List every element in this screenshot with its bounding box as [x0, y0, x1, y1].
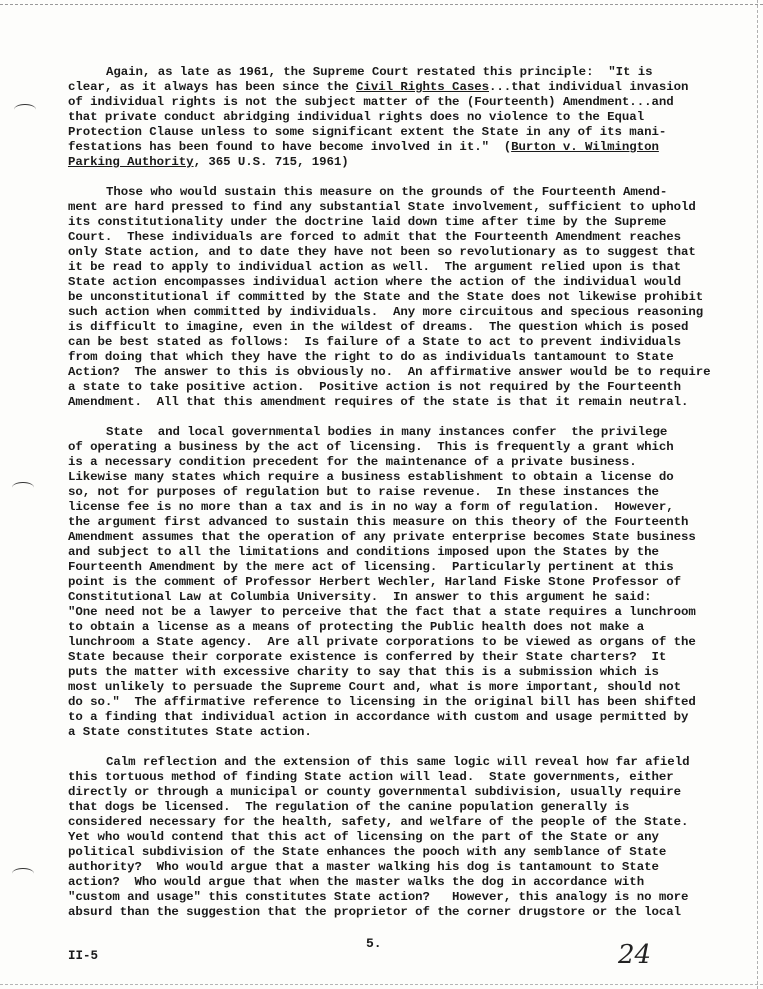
text-line [68, 710, 738, 725]
text-segment: to obtain a license as a means of protecting the Public health does not make a [68, 620, 645, 634]
binder-hole-mark [12, 868, 34, 879]
text-line [68, 545, 738, 560]
text-segment: Protection Clause unless to some significant extent the State in any of its mani- [68, 125, 667, 139]
text-line [68, 155, 738, 170]
text-segment: of operating a business by the act of licensing. This is frequently a grant which [68, 440, 674, 454]
text-segment: a State constitutes State action. [68, 725, 312, 739]
text-line [68, 755, 738, 770]
text-segment: directly or through a municipal or county governmental subdivision, usually require [68, 785, 682, 799]
text-segment: Amendment. All that this amendment requires of the state is that it remain neutral. [68, 395, 689, 409]
text-segment: clear, as it always has been since the [68, 80, 357, 94]
text-line [68, 335, 738, 350]
text-segment: Yet who would contend that this act of licensing on the part of the State or any [68, 830, 659, 844]
text-segment: State because their corporate existence is conferred by their State charters? It [68, 650, 667, 664]
text-line [68, 455, 738, 470]
text-line [68, 140, 738, 155]
text-line [68, 65, 738, 80]
text-line [68, 230, 738, 245]
text-segment: considered necessary for the health, safety, and welfare of the people of the State. [68, 815, 689, 829]
text-line [68, 395, 738, 410]
text-segment: , 365 U.S. 715, 1961) [193, 155, 349, 169]
text-segment: it be read to apply to individual action as well. The argument relied upon is that [68, 260, 682, 274]
text-segment: Action? The answer to this is obviously no. An affirmative answer would be to require [68, 365, 711, 379]
text-line [68, 650, 738, 665]
text-segment: its constitutionality under the doctrine laid down time after time by the Supreme [68, 215, 667, 229]
text-line [68, 635, 738, 650]
text-segment: that dogs be licensed. The regulation of the canine population generally is [68, 800, 630, 814]
text-line [68, 485, 738, 500]
text-segment: such action when committed by individuals. Any more circuitous and specious reasoning [68, 305, 704, 319]
text-segment: license fee is no more than a tax and is in no way a form of regulation. However, [68, 500, 674, 514]
text-line [68, 350, 738, 365]
text-line [68, 530, 738, 545]
text-segment: Those who would sustain this measure on the grounds of the Fourteenth Amend- [106, 185, 668, 199]
text-line [68, 830, 738, 845]
text-line [68, 500, 738, 515]
text-segment: Likewise many states which require a business establishment to obtain a license do [68, 470, 674, 484]
text-line [68, 800, 738, 815]
text-line [68, 470, 738, 485]
text-segment: Again, as late as 1961, the Supreme Court restated this principle: "It is [106, 65, 653, 79]
text-line [68, 185, 738, 200]
text-segment: "custom and usage" this constitutes State action? However, this analogy is no more [68, 890, 689, 904]
text-line [68, 95, 738, 110]
text-segment: political subdivision of the State enhances the pooch with any semblance of State [68, 845, 667, 859]
text-segment: festations has been found to have become involved in it." ( [68, 140, 512, 154]
paragraph [68, 425, 738, 740]
text-segment: this tortuous method of finding State action will lead. State governments, either [68, 770, 674, 784]
text-line [68, 575, 738, 590]
text-segment: puts the matter with excessive charity to say that this is a submission which is [68, 665, 659, 679]
text-line [68, 680, 738, 695]
text-segment: ...that individual invasion [489, 80, 689, 94]
text-line [68, 860, 738, 875]
text-line [68, 275, 738, 290]
text-segment: lunchroom a State agency. Are all private corporations to be viewed as organs of the [68, 635, 696, 649]
text-segment: authority? Who would argue that a master walking his dog is tantamount to State [68, 860, 659, 874]
text-segment: so, not for purposes of regulation but to raise revenue. In these instances the [68, 485, 659, 499]
text-segment: most unlikely to persuade the Supreme Court and, what is more important, should not [68, 680, 682, 694]
text-segment: Court. These individuals are forced to admit that the Fourteenth Amendment reaches [68, 230, 682, 244]
text-line [68, 590, 738, 605]
text-line [68, 815, 738, 830]
text-segment: can be best stated as follows: Is failure of a State to act to prevent individuals [68, 335, 682, 349]
binder-hole-mark [12, 482, 34, 493]
text-line [68, 560, 738, 575]
text-segment: is difficult to imagine, even in the wildest of dreams. The question which is posed [68, 320, 689, 334]
text-line [68, 845, 738, 860]
text-segment: is a necessary condition precedent for the maintenance of a private business. [68, 455, 637, 469]
text-line [68, 305, 738, 320]
underlined-citation: Parking Authority [68, 155, 194, 169]
text-line [68, 605, 738, 620]
text-segment: point is the comment of Professor Herbert Wechler, Harland Fiske Stone Professor of [68, 575, 682, 589]
text-segment: action? Who would argue that when the master walks the dog in accordance with [68, 875, 645, 889]
underlined-citation: Civil Rights Cases [356, 80, 489, 94]
handwritten-page-number: 24 [618, 940, 652, 970]
text-line [68, 215, 738, 230]
right-perforation-edge [757, 0, 758, 989]
text-line [68, 260, 738, 275]
binder-hole-mark [14, 104, 36, 115]
paragraph [68, 185, 738, 410]
text-segment: State and local governmental bodies in many instances confer the privilege [106, 425, 668, 439]
text-segment: Constitutional Law at Columbia University. In answer to this argument he said: [68, 590, 652, 604]
text-segment: the argument first advanced to sustain this measure on this theory of the Fourteenth [68, 515, 689, 529]
text-line [68, 620, 738, 635]
text-segment: Amendment assumes that the operation of any private enterprise becomes State business [68, 530, 696, 544]
text-line [68, 245, 738, 260]
text-segment: only State action, and to date they have not been so revolutionary as to suggest that [68, 245, 696, 259]
text-line [68, 770, 738, 785]
text-line [68, 665, 738, 680]
text-segment: that private conduct abridging individual rights does no violence to the Equal [68, 110, 645, 124]
top-perforation-edge [0, 4, 763, 5]
text-line [68, 320, 738, 335]
text-segment: and subject to all the limitations and conditions imposed upon the States by the [68, 545, 659, 559]
text-segment: absurd than the suggestion that the proprietor of the corner drugstore or the local [68, 905, 682, 919]
document-body [68, 65, 738, 935]
text-segment: do so." The affirmative reference to licensing in the original bill has been shifted [68, 695, 696, 709]
text-segment: ment are hard pressed to find any substantial State involvement, sufficient to uphold [68, 200, 696, 214]
paragraph [68, 755, 738, 920]
text-line [68, 80, 738, 95]
text-line [68, 425, 738, 440]
text-line [68, 890, 738, 905]
text-segment: Fourteenth Amendment by the mere act of licensing. Particularly pertinent at this [68, 560, 674, 574]
text-line [68, 365, 738, 380]
text-line [68, 515, 738, 530]
text-line [68, 875, 738, 890]
text-segment: Calm reflection and the extension of this same logic will reveal how far afield [106, 755, 690, 769]
text-line [68, 785, 738, 800]
text-segment: to a finding that individual action in accordance with custom and usage permitted by [68, 710, 689, 724]
text-segment: from doing that which they have the right to do as individuals tantamount to State [68, 350, 674, 364]
section-label: II-5 [68, 949, 99, 963]
text-line [68, 200, 738, 215]
bottom-perforation-edge [0, 984, 763, 985]
text-segment: State action encompasses individual action where the action of the individual would [68, 275, 682, 289]
text-segment: of individual rights is not the subject matter of the (Fourteenth) Amendment...and [68, 95, 674, 109]
underlined-citation: Burton v. Wilmington [511, 140, 659, 154]
text-line [68, 905, 738, 920]
text-line [68, 440, 738, 455]
text-segment: "One need not be a lawyer to perceive that the fact that a state requires a lunchroom [68, 605, 696, 619]
text-line [68, 290, 738, 305]
paragraph [68, 65, 738, 170]
text-segment: a state to take positive action. Positive action is not required by the Fourteenth [68, 380, 682, 394]
text-line [68, 380, 738, 395]
text-line [68, 125, 738, 140]
text-segment: be unconstitutional if committed by the State and the State does not likewise prohibit [68, 290, 704, 304]
text-line [68, 110, 738, 125]
text-line [68, 695, 738, 710]
text-line [68, 725, 738, 740]
page-number: 5. [366, 936, 382, 951]
